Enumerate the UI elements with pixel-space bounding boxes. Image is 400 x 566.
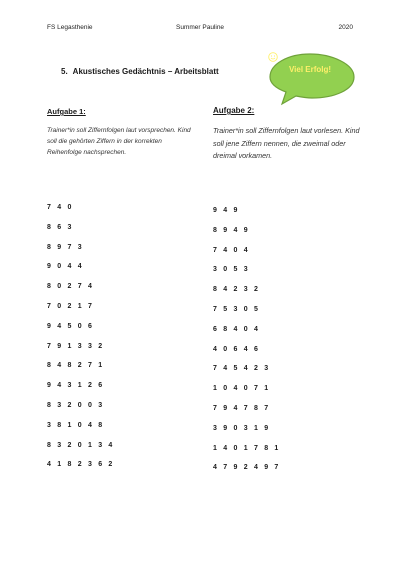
- sequence-item: 3 0 5 3: [213, 266, 250, 274]
- sequence-item: 8 3 2 0 0 3: [47, 401, 105, 409]
- task1-heading: Aufgabe 1:: [47, 107, 86, 116]
- sequence-item: 8 6 3: [47, 223, 74, 231]
- sequence-item: 4 0 6 4 6: [213, 345, 261, 353]
- sequence-item: 8 4 2 3 2: [213, 286, 261, 294]
- sequence-item: 3 8 1 0 4 8: [47, 421, 105, 429]
- header-right: 2020: [338, 24, 353, 31]
- sequence-item: 9 4 5 0 6: [47, 322, 95, 330]
- sequence-item: 8 9 7 3: [47, 243, 84, 251]
- sequence-item: 3 9 0 3 1 9: [213, 424, 271, 432]
- page-title: [61, 67, 219, 76]
- sequence-item: 9 4 3 1 2 6: [47, 382, 105, 390]
- bubble-text: Viel Erfolg!: [288, 65, 332, 74]
- sequence-item: 7 0 2 1 7: [47, 302, 95, 310]
- sequence-item: 7 4 0: [47, 204, 74, 211]
- header-center: Summer Pauline: [176, 24, 225, 31]
- sequence-item: 7 9 4 7 8 7: [213, 404, 271, 412]
- sequence-item: 4 1 8 2 3 6 2: [47, 461, 115, 469]
- task1-instruction: Trainer*in soll Ziffernfolgen laut vorsprechen. Kind soll die gehörten Ziffern in der korrekten Reihenfolge nachsprechen.: [47, 127, 191, 157]
- sequence-item: 9 4 9: [213, 207, 240, 214]
- header-left: FS Legasthenie: [47, 24, 93, 31]
- sequence-item: 6 8 4 0 4: [213, 325, 261, 333]
- sequence-item: 8 0 2 7 4: [47, 283, 95, 291]
- task2-instruction: Trainer*in soll Ziffernfolgen laut vorlesen. Kind soll jene Ziffern nennen, die zweimal oder dreimal vorkamen.: [213, 126, 360, 161]
- sequence-item: 1 0 4 0 7 1: [213, 385, 271, 393]
- sequence-item: 8 3 2 0 1 3 4: [47, 441, 115, 449]
- sequence-item: 7 4 5 4 2 3: [213, 365, 271, 373]
- speech-bubble: [268, 52, 358, 108]
- title-text: Akustisches Gedächtnis – Arbeitsblatt: [72, 67, 219, 76]
- sequence-item: 8 4 8 2 7 1: [47, 362, 105, 370]
- speech-bubble-shape: [268, 52, 358, 108]
- task2-sequence-list: [213, 206, 281, 483]
- task1-sequence-list: [47, 203, 115, 480]
- sequence-item: 1 4 0 1 7 8 1: [213, 444, 281, 452]
- sequence-item: 7 9 1 3 3 2: [47, 342, 105, 350]
- sequence-item: 8 9 4 9: [213, 226, 250, 234]
- title-number: 5.: [61, 67, 68, 76]
- sequence-item: 7 5 3 0 5: [213, 305, 261, 313]
- sequence-item: 9 0 4 4: [47, 263, 84, 271]
- sequence-item: 7 4 0 4: [213, 246, 250, 254]
- smiley-icon: [268, 52, 278, 62]
- sequence-item: 4 7 9 2 4 9 7: [213, 464, 281, 472]
- task2-heading: Aufgabe 2:: [213, 106, 255, 115]
